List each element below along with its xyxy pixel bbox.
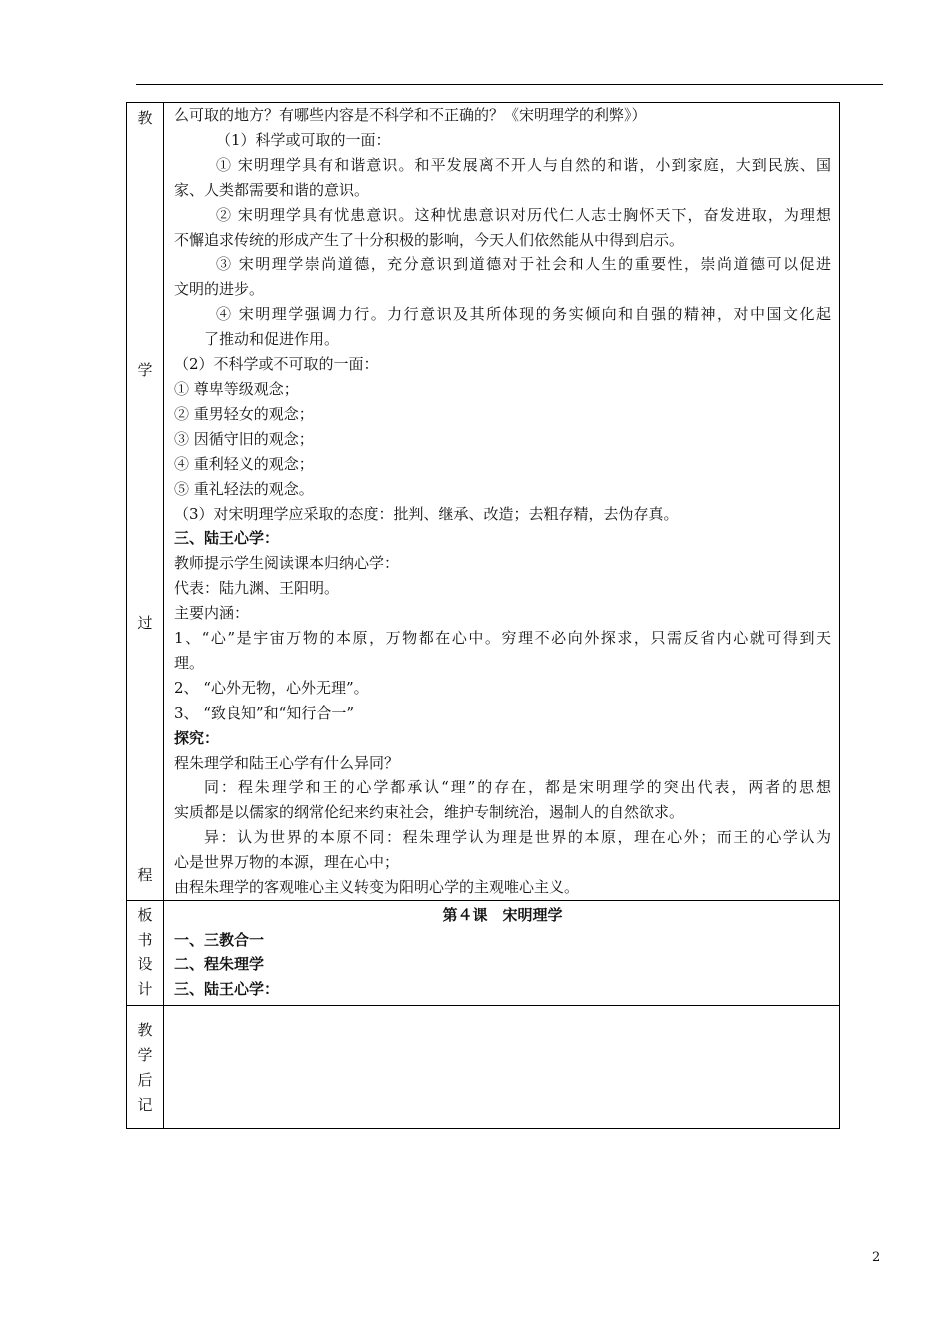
content-line: 教师提示学生阅读课本归纳心学： — [174, 554, 400, 573]
process-label-char: 程 — [137, 865, 153, 884]
lesson-plan-table — [126, 102, 840, 1129]
content-line: ② 宋明理学具有忧患意识。这种忧患意识对历代仁人志士胸怀天下，奋发进取，为理想 — [216, 205, 831, 224]
list-item: ② 重男轻女的观念； — [174, 404, 314, 423]
board-item: 一、三教合一 — [174, 930, 265, 949]
afterword-label-cell — [127, 1006, 164, 1129]
content-line: 实质都是以儒家的纲常伦纪来约束社会，维护专制统治，遏制人的自然欲求。 — [174, 803, 685, 822]
content-line: 么可取的地方？有哪些内容是不科学和不正确的？《宋明理学的利弊》） — [174, 106, 647, 124]
content-line: 主要内涵： — [174, 604, 250, 623]
content-line: 文明的进步。 — [174, 280, 265, 299]
content-line: 理。 — [174, 653, 205, 672]
content-line: （1）科学或可取的一面： — [216, 130, 391, 149]
board-content — [164, 901, 840, 1006]
board-label-char: 设 — [137, 955, 153, 973]
content-line: 程朱理学和陆王心学有什么异同？ — [174, 753, 400, 772]
content-line: 心是世界万物的本源，理在心中； — [174, 853, 400, 872]
content-line: （2）不科学或不可取的一面： — [174, 355, 379, 374]
afterword-label-char: 教 — [137, 1021, 153, 1039]
board-item: 二、程朱理学 — [174, 955, 265, 973]
page-number: 2 — [872, 1250, 881, 1265]
list-item: ① 尊卑等级观念； — [174, 379, 299, 398]
board-item: 三、陆王心学： — [174, 979, 280, 998]
content-line: 同：程朱理学和王的心学都承认“理”的存在，都是宋明理学的突出代表，两者的思想 — [204, 778, 831, 797]
list-item: ③ 因循守旧的观念； — [174, 429, 314, 448]
list-item: ④ 重利轻义的观念； — [174, 454, 314, 473]
process-label — [127, 103, 163, 899]
process-label-char: 学 — [137, 361, 153, 380]
process-row — [127, 103, 840, 901]
afterword-content — [164, 1006, 840, 1129]
content-line: 1、“心”是宇宙万物的本原，万物都在心中。穷理不必向外探求，只需反省内心就可得到天 — [174, 629, 831, 648]
afterword-label-char: 后 — [137, 1071, 153, 1089]
content-line: 异：认为世界的本原不同：程朱理学认为理是世界的本原，理在心外；而王的心学认为 — [204, 828, 831, 847]
content-line: 不懈追求传统的形成产生了十分积极的影响，今天人们依然能从中得到启示。 — [174, 230, 685, 249]
process-label-char: 过 — [137, 613, 153, 632]
section-heading: 探究： — [174, 728, 220, 747]
process-content — [164, 103, 840, 901]
board-label — [127, 901, 163, 1001]
afterword-row — [127, 1006, 840, 1129]
content-line: ④ 宋明理学强调力行。力行意识及其所体现的务实倾向和自强的精神，对中国文化起 — [216, 305, 831, 324]
content-line: 了推动和促进作用。 — [204, 330, 340, 349]
section-heading: 三、陆王心学： — [174, 529, 280, 548]
board-row — [127, 901, 840, 1006]
board-label-char: 板 — [137, 906, 153, 924]
process-label-cell — [127, 103, 164, 901]
content-line: 代表：陆九渊、王阳明。 — [174, 579, 340, 598]
content-line: ③ 宋明理学崇尚道德，充分意识到道德对于社会和人生的重要性，崇尚道德可以促进 — [216, 255, 831, 274]
board-label-char: 计 — [137, 979, 153, 998]
content-line: 家、人类都需要和谐的意识。 — [174, 180, 370, 199]
content-line: 2、 “心外无物，心外无理”。 — [174, 678, 369, 697]
list-item: ⑤ 重礼轻法的观念。 — [174, 479, 314, 498]
afterword-label-char: 记 — [137, 1096, 153, 1114]
board-label-char: 书 — [137, 930, 153, 949]
header-rule — [136, 84, 883, 85]
board-title: 第４课 宋明理学 — [442, 906, 563, 924]
content-line: （3）对宋明理学应采取的态度：批判、继承、改造；去粗存精，去伪存真。 — [174, 504, 679, 523]
board-label-cell — [127, 901, 164, 1006]
content-line: ① 宋明理学具有和谐意识。和平发展离不开人与自然的和谐，小到家庭，大到民族、国 — [216, 155, 831, 174]
afterword-label-char: 学 — [137, 1046, 153, 1064]
process-label-char: 教 — [137, 109, 153, 127]
content-line: 由程朱理学的客观唯心主义转变为阳明心学的主观唯心主义。 — [174, 878, 580, 897]
afterword-label — [127, 1006, 163, 1128]
content-line: 3、 “致良知”和“知行合一” — [174, 703, 354, 722]
